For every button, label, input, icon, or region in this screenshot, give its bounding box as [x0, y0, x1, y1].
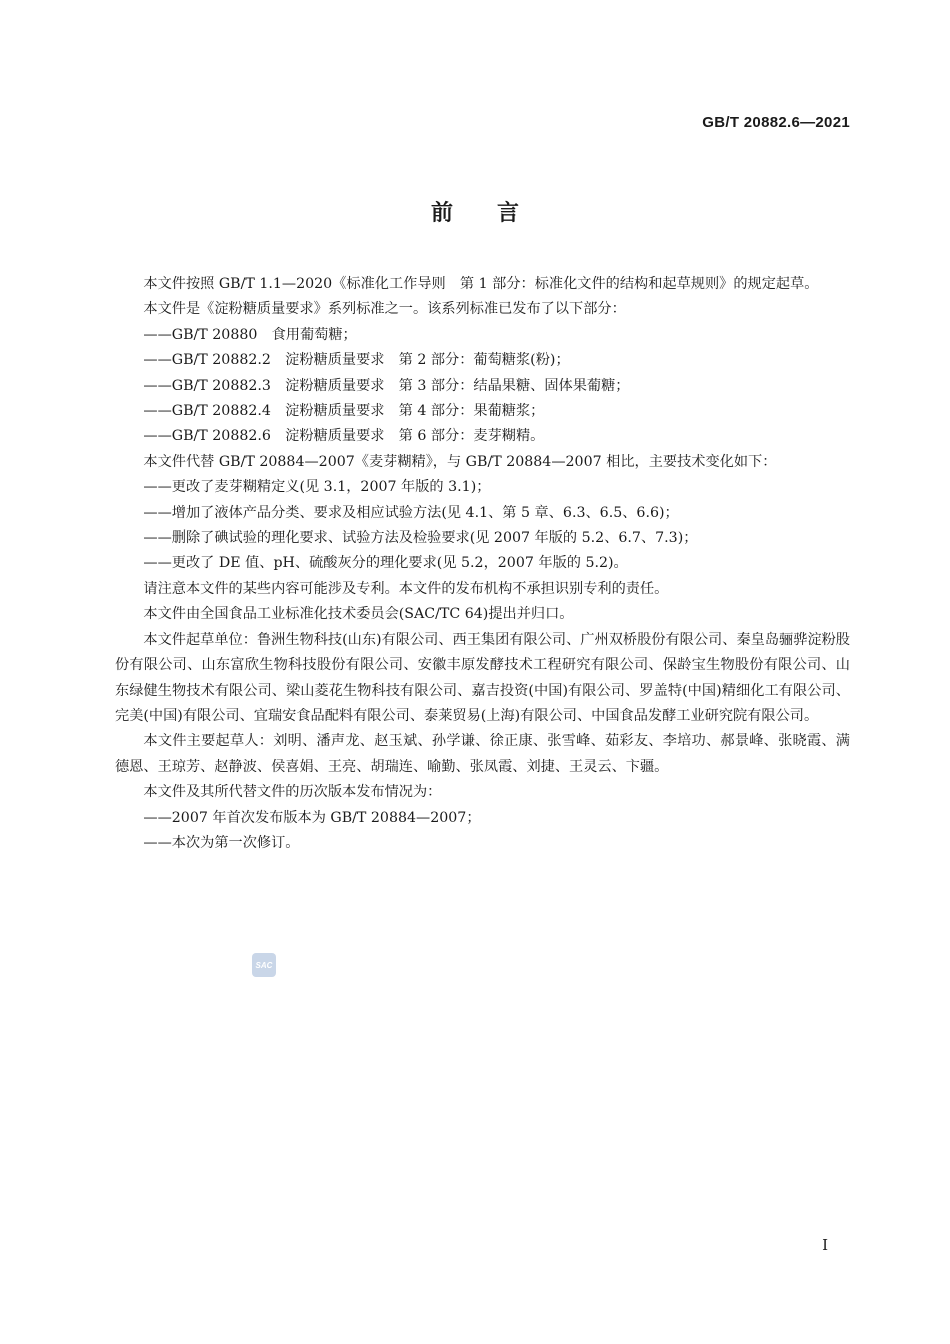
list-item: ——GB/T 20882.6 淀粉糖质量要求 第 6 部分：麦芽糊精。 [143, 428, 545, 445]
list-item: ——GB/T 20882.4 淀粉糖质量要求 第 4 部分：果葡糖浆； [143, 403, 545, 420]
list-item: ——GB/T 20880 食用葡萄糖； [143, 326, 357, 343]
paragraph: 本文件代替 GB/T 20884—2007《麦芽糊精》，与 GB/T 20884—2007 相比，主要技术变化如下： [143, 453, 777, 470]
list-item: ——2007 年首次发布版本为 GB/T 20884—2007； [143, 809, 481, 826]
list-item: ——更改了麦芽糊精定义(见 3.1，2007 年版的 3.1)； [143, 479, 491, 496]
paragraph: 本文件是《淀粉糖质量要求》系列标准之一。该系列标准已发布了以下部分： [143, 301, 626, 318]
document-code: GB/T 20882.6—2021 [702, 114, 850, 131]
paragraph: 本文件主要起草人：刘明、潘声龙、赵玉斌、孙学谦、徐正康、张雪峰、茹彩友、李培功、郝景峰、张晓霞、满德恩、王琼芳、赵静波、侯喜娟、王亮、胡瑞连、喻勤、张凤霞、刘捷、王灵云、卞疆。 [115, 733, 850, 775]
paragraph: 本文件及其所代替文件的历次版本发布情况为： [143, 784, 442, 801]
paragraph: 请注意本文件的某些内容可能涉及专利。本文件的发布机构不承担识别专利的责任。 [143, 580, 669, 597]
list-item: ——GB/T 20882.3 淀粉糖质量要求 第 3 部分：结晶果糖、固体果葡糖； [143, 377, 630, 394]
paragraph: 本文件起草单位：鲁洲生物科技(山东)有限公司、西王集团有限公司、广州双桥股份有限公司、秦皇岛骊骅淀粉股份有限公司、山东富欣生物科技股份有限公司、安徽丰原发酵技术工程研究有限公司、保龄宝生物股份有限公司、山东绿健生物技术有限公司、梁山菱花生物科技有限公司、嘉吉投资(中国)有限公司、罗盖特(中国)精细化工有限公司、完美(中国)有限公司、宜瑞安食品配料有限公司、泰莱贸易(上海)有限公司、中国食品发酵工业研究院有限公司。 [115, 631, 850, 724]
list-item: ——增加了液体产品分类、要求及相应试验方法(见 4.1、第 5 章、6.3、6.5、6.6)； [143, 504, 679, 521]
list-item: ——GB/T 20882.2 淀粉糖质量要求 第 2 部分：葡萄糖浆(粉)； [143, 352, 570, 369]
paragraph: 本文件由全国食品工业标准化技术委员会(SAC/TC 64)提出并归口。 [143, 606, 574, 623]
list-item: ——本次为第一次修订。 [143, 834, 300, 851]
paragraph: 本文件按照 GB/T 1.1—2020《标准化工作导则 第 1 部分：标准化文件的结构和起草规则》的规定起草。 [143, 276, 819, 292]
foreword-body [115, 272, 850, 856]
page-number: I [822, 1236, 828, 1254]
list-item: ——更改了 DE 值、pH、硫酸灰分的理化要求(见 5.2，2007 年版的 5.2)。 [143, 555, 628, 572]
list-item: ——删除了碘试验的理化要求、试验方法及检验要求(见 2007 年版的 5.2、6.7、7.3)； [143, 530, 698, 547]
sac-watermark-icon: SAC [252, 953, 276, 977]
page-title: 前言 [430, 201, 563, 226]
